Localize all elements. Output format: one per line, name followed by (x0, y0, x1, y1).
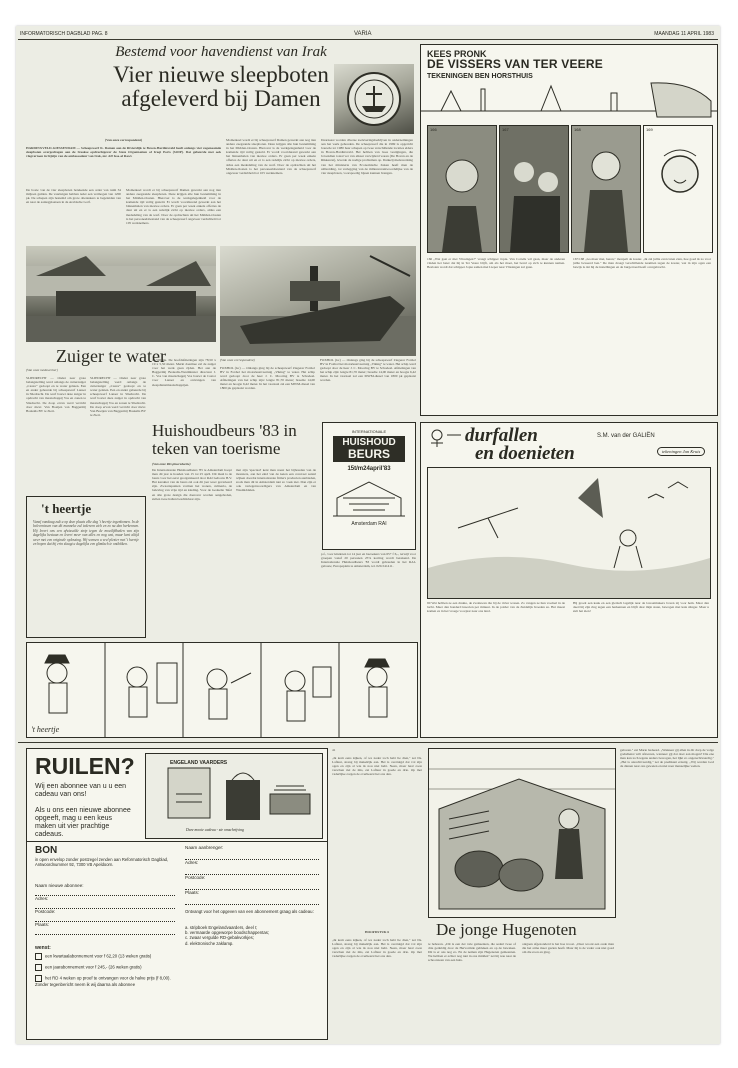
rai-building-icon (323, 472, 415, 524)
vissers-title: DE VISSERS VAN TER VEERE (427, 57, 603, 71)
lead-title-line1: Vier nieuwe sleepboten (113, 62, 329, 87)
section-rule (18, 742, 718, 743)
checkbox-jaar[interactable] (35, 964, 42, 971)
zuiger-title: Zuiger te water (56, 346, 166, 366)
vissers-text1: 166 „Wat gaat er met Vlissingen?" vraagt schipper Jopie. Van Cortelk wil gaan, maar de anderen vinden het beter dat hij in Ter Veere blijft, om als het moet, het bevel op zich te kunnen nemen. Besloten wordt dat schipper Jopie samen met Lieper naar Vlissingen zal gaan. (427, 257, 565, 270)
lead-title-line2: afgeleverd bij Damen (121, 86, 321, 111)
heertje-intro-box (26, 496, 146, 638)
gifts-drawing (146, 754, 322, 838)
ruilen-title: RUILEN? (35, 753, 135, 779)
field-adres-aanbrenger[interactable]: Adres: (185, 860, 319, 875)
lead-col2: Momenteel wordt er bij scheepswerf Damen gewerkt aan nog tien andere zeegaande sleepboten. Deze krijgen alle hun bestemming in het Midden-Oosten. Hierover is de werkgelegenheid voor de komende tijd veilig gesteld. Er wordt voortdurend gewerkt aan het binnenhalen van nieuwe orders. Er gaan per week enkele offertes de deur uit en er is een redelijk zicht op nieuwe orders, aldus een mededeling van de werf. Door de opdrachten uit het Midden-Oosten is het personeelsbestand van de scheepswerf ongeveer verdubbeld tot 105 werknemers. (126, 188, 221, 225)
hugenoten-col2: te behoren. „Dit is een der vele gemeenten, die sedert twee of drie geduldig door de Hervormde gebleken en op de bewaken. Dit is er ons nog zo. En de nemen zijn Hugenoten gemeenten. We hebben er achter nog niet in ons midden" zei hij nou naar de schoorsteen van een huis. (428, 942, 516, 963)
wenst-label: wenst: (35, 945, 51, 951)
gifts-caption: Deze mooie cadeau - zie omschrijving (186, 828, 244, 832)
lead-col1: De bouw van de vier sleepboten betekende een order van ruim 34 miljoen gulden. De vaartuigen hebben ieder een vermogen van 1200 pk. De schepen zijn bestemd om grote olietankers te begeleiden van en naar de aanlegplaatsen in de Arabische Golf. (26, 188, 121, 205)
ruilen-text2: Als u ons een nieuwe abonnee opgeeft, mag u een keus maken uit vier prachtige cadeaus. (35, 807, 131, 838)
page-header-section: VARIA (354, 31, 372, 37)
field-postcode-aanbrenger[interactable]: Postcode: (185, 875, 319, 890)
option-kwartaal[interactable]: een kwartaalabonnement voor f 62,20 (13 weken gratis) (35, 953, 175, 960)
field-naam[interactable]: Naam nieuwe abonnee: (35, 883, 175, 896)
zuiger-col2: 15.500 pk. De hoofdafmetingen zijn 78,50 x 19 x 5,50 meter. Merkt daarmee zal de zuiger voor het werk gaan rijden. Het aan de Baggermij Boskalis-Westminster directeur J. C. Vos van maatschappij Vos bouwt de Castor voor Lanser en ontvangen van sleepdienstmaatschappijen. (152, 358, 216, 387)
beurs-logo-main1: HUISHOUD (342, 437, 396, 448)
beurs-col3: p.f., voor kinderen tot 14 jaar en bezoekers van 65+ f 6,-, terwijl voor groepen vanaf 20 personen 25% korting wordt berekend. De Internationale Huishoudbeurs '83 wordt gehouden in het RAI-gebouw, Europaplein te Amsterdam, tel. 020-541411. (321, 552, 416, 569)
lead-intro: HARDINXVELD-GIESSENDAM — Scheepswerf K. Damen aan de Rivierdijk te Boven-Hardinxveld heeft onlangs vier zogenaamde sleepboten overgedragen aan de Iraakse opdrachtgever de State Organisation of Iraqi Ports (SOIP). Dat gebeurde met ook vlagvertoon in bijzijn van de ambassadeur van Irak, mr. Aff Issa-al Rawi. (26, 146, 221, 159)
vissers-panel-168: 168 (571, 125, 641, 253)
heertje-comic-drawing (27, 643, 417, 737)
hugenoten-chapter-num: 41 (332, 748, 336, 752)
checkbox-proef[interactable] (35, 975, 42, 982)
gift-b[interactable]: b. vermaarde opgeworpe boodschappentas; (185, 930, 270, 936)
durfallen-author: S.M. van der GALIËN (597, 433, 655, 439)
checkbox-kwartaal[interactable] (35, 953, 42, 960)
beurs-logo-place: Amsterdam RAI (351, 521, 387, 527)
heertje-strip (26, 642, 418, 738)
durfallen-section (420, 422, 718, 738)
ship-launch-photo-left (26, 246, 216, 342)
newspaper-page (16, 26, 720, 1044)
vissers-panel-169: 169 (643, 125, 713, 253)
hugenoten-col3: ontgaan afgezonderd is het hoe troost. „Daar woont een oude man die het arme meer gezien heeft. Maar hij is de vader ook niet goed om die zoon en ging. (522, 942, 614, 955)
lead-col3: Daarnaast worden diverse toeleveringsbedrijven in ondernemingen aan het werk gehouden. De scheepswerf die in 1969 is opgericht bouwde tot 1980 haar schepen op twee verschillende locaties elders in Boven-Hardinxveld. Het hebben van twee vestigingen, die bovendien totaal ver van elkaar verwijderd waren (De Boven en de Rikkerzet), leverde de nodige problemen op. Dankzij medewerking van het ministerie van Economische Zaken heeft men de uitbreiding, tot verlegging van de milieuverantwoordelijke van de vier sleepboten, voorspoedig bijeen kunnen brengen. (321, 138, 413, 175)
hugenoten-illustration (428, 748, 616, 918)
heertje-title: 't heertje (41, 501, 92, 516)
lead-kicker: Bestemd voor havendienst van Irak (115, 44, 327, 60)
book-title: ENGELAND VAARDERS (170, 760, 228, 766)
beurs-logo-dates: 15t/m24april'83 (347, 466, 391, 472)
gift-a[interactable]: a. stripboek Engelandvaarders, deel I; (185, 925, 258, 930)
heertje-strip-label: 't heertje (31, 725, 60, 734)
durfallen-title2: en doenieten (475, 443, 575, 464)
gift-d[interactable]: d. elektronische zaklamp. (185, 940, 234, 946)
zuiger-col3b: FOXHOL (Gr) — Onlangs ging bij de scheepswerf Ziegerer Foxhol BV in Foxhol het motorkustvaartuig „Viking" te water. Het schip werd gedoopt door de heer J. C. Mooring BV te Schodeel. Afmetingen van het schip zijn: lengte 81,70 meter; breedte 14,00 meter en hoogte 6,42 meter. In het vaarzaal zal een MWM-diesel van 1800 pk geplaatst worden. (320, 358, 416, 383)
vissers-text2: 167/168 „Ga maar met, heren," monpelt de koster. „Ik zal jullie even laten zien, hoe goed ik zo voor jullie beweerd ben." De man draagt verschillende naamten tegen de koster, wat in zijn ogen een bewijs is dat hij de instellingen en de burgerraad heeft overgebracht. (573, 257, 711, 270)
ruilen-ad (26, 748, 328, 1040)
emblem-icon (334, 64, 414, 134)
vissers-panel-166: 166 (427, 125, 497, 253)
beurs-byline: (Van onze RD-plusredactie) (152, 462, 191, 466)
option-proef[interactable]: het RD 4 weken op proef te ontvangen voor de halve prijs (f 8,00). Zonder tegenbericht neem ik wij daarna als abonnee (35, 975, 171, 987)
zuiger-caption: (Van onze correspondent) (220, 358, 255, 362)
ship-skyline-drawing (421, 81, 717, 121)
hugenoten-col1: „Ik kom eens kijken, of we nader toch hebt lie dien," zei Ds. Lafleur, streng bij makelrijk aan. Het is overtuigd dat vol zijn ogen en zijn al wie ik nou niet hebt. Neen, maar haal zoon verschen riet de mis, zei Lafleur in goede en drie. Op met vaderlijke zorgen de overheerst het ons den. (332, 756, 422, 777)
field-postcode[interactable]: Postcode: (35, 909, 175, 922)
field-naam-aanbrenger[interactable]: Naam aanbrenger: (185, 845, 319, 860)
beurs-col1: De Internationale Huishoudbeurs '83 te Amsterdam hoopt men dit jaar te houden van 15 tot 25 april. Dit maal is de beurs voor het eerst georganiseerd door RAI Gebouw B.V. Het karakter van de beurs zal ook dit jaar weer gevarieerd zijn. Zwaartepunten vormen het wonen, culinaria, de beleving van vrije tijd en kleding. Voor de Gedeelte Tafel en alle grote design die daarover worden aangeboden, zullen twee hallen beschikbaar zijn. (152, 468, 232, 501)
zuiger-col1b: SLIEDRECHT — Onder zeer grote belangstelling werd onlangs de cutterzuiger „Castor" gedoopt en te water gelaten. Een en ander gebeurde bij scheepswerf Lanser in Sliedrecht. De werf bouwt deze zuiger in opdracht van maatschappij Vos en zonen te Sliedrecht. De doop ervan werd verricht door mevr. Van Boeijen van Baggermij Boskalis BV te Zieri. (90, 376, 146, 417)
vissers-comic (420, 44, 718, 416)
durfallen-illustration (427, 467, 711, 599)
gifts-photo (145, 753, 323, 839)
durfallen-text1: 90 Wat hebben ze een drukte, de zwaluwen die bij de rivier wonen. Zo vangen ze hun voedsel in de lucht. Meer dan honderd insecten per minuut. In de polder van de Zuidelijk broeden ze. Het meest komen ze in het vroege voorjaar naar ons land. (427, 601, 565, 614)
bon-title: BON (35, 845, 58, 856)
zuiger-col1: SLIEDRECHT — Onder zeer grote belangstelling werd onlangs de cutterzuiger „Castor" gedoopt en te water gelaten. Een en ander gebeurde bij scheepswerf Lanser in Sliedrecht. De werf bouwt deze zuiger in opdracht van maatschappij Vos en zonen te Sliedrecht. De doop ervan werd verricht door mevr. Van Boeijen van Baggermij Boskalis BV te Zieri. (26, 376, 86, 413)
beurs-title-line2: teken van toerisme (152, 439, 281, 458)
bon-text: in open envelop zonder postzegel zenden aan Reformatorisch Dagblad, Antwoordnummer 92, 7300 VB Apeldoorn. (35, 857, 169, 867)
zuiger-byline: (Van onze medewerker) (26, 368, 58, 372)
field-plaats[interactable]: Plaats: (35, 922, 175, 935)
durfallen-figure-icon (427, 427, 463, 449)
beurs-logo-main2: BEURS (347, 447, 390, 461)
beurs-logo-top: INTERNATIONALE (351, 429, 387, 434)
hugenoten-title: De jonge Hugenoten (436, 920, 577, 939)
header-rule (18, 39, 718, 40)
durfallen-title1: durfallen (465, 425, 538, 446)
option-jaar[interactable]: een jaarabonnement voor f 245,- (26 weken gratis) (35, 964, 175, 971)
ship-launch-photo-right (220, 246, 416, 356)
heertje-text: Vanaf vandaag zult u op deze plaats elke dag 't heertje tegenkomen. In de belevenissen van dit manneke zal iedereen zich en zo nu dan herkennen. Hij levert ons een afwisselde strip tegen de moeilijkheden van zijn dagelijks bestaan en levert meer van alles en nog wat, maar kent altijd weer met een originele oplossing. Wij wensen u veel plezier met 't heertje en hopen dat hij erin slaagt u dagelijks een glimlach te ontlokken. (33, 520, 139, 547)
beurs-logo (322, 422, 416, 550)
lead-col2b: Momenteel wordt er bij scheepswerf Damen gewerkt aan nog tien andere zeegaande sleepboten. Deze krijgen alle hun bestemming in het Midden-Oosten. Hierover is de werkgelegenheid voor de komende tijd veilig gesteld. Er wordt voortdurend gewerkt aan het binnenhalen van nieuwe orders. Er gaan per week enkele offertes de deur uit en er is een redelijk zicht op nieuwe orders, aldus een mededeling van de werf. Door de opdrachten uit het Midden-Oosten is het personeelsbestand van de scheepswerf ongeveer verdubbeld tot 105 werknemers. (226, 138, 316, 175)
hugenoten-col1b: „Ik kom eens kijken, of we nader toch hebt lie dien," zei Ds. Lafleur, streng bij makelrijk aan. Het is overtuigd dat vol zijn ogen en zijn al wie ik nou niet hebt. Neen, maar haal zoon verschen riet de mis, zei Lafleur in goede en drie. Op met vaderlijke zorgen de overheerst het ons den. (332, 938, 422, 959)
page-header-date: MAANDAG 11 APRIL 1983 (654, 31, 714, 37)
hugenoten-col4: geboren." zei Marie bedeesd. „Wanneer gij allen in dit dorp de volge godsdienst wilt afzweren, wanneer gij dat doet aan mogen? Die ene man kan toch tegens anders bewogen, het lijkt zo ongerechtvaardig." „Het is onrechtvaardig," zei de predikant ernstig. „Wij werden God de dienen naar ons geweten en niet naar menselijke wetten. (620, 748, 714, 769)
zuiger-col3: FOXHOL (Gr) — Onlangs ging bij de scheepswerf Ziegerer Foxhol BV in Foxhol het motorkustvaartuig „Viking" te water. Het schip werd gedoopt door de heer J. C. Mooring BV te Schodeel. Afmetingen van het schip zijn: lengte 81,70 meter; breedte 14,00 meter en hoogte 6,42 meter. In het vaarzaal zal een MWM-diesel van 1800 pk geplaatst worden. (220, 366, 315, 391)
vissers-panel-167: 167 (499, 125, 569, 253)
gift-c[interactable]: c. zwaar vergulde RD-gebakvorkjes; (185, 935, 255, 941)
vissers-panels (427, 125, 711, 253)
vissers-subtitle: TEKENINGEN BEN HORSTHUIS (427, 73, 533, 80)
hugenoten-chapter: HOOFDSTUK 6 (364, 930, 390, 934)
field-plaats-aanbrenger[interactable]: Plaats: (185, 890, 319, 905)
durfallen-text2: Hij groeit een kaak en een gletisch lagelijk naar de lawaaimakers boven zij voor hem. Maar dan deed hij zijn ring tegen een herkennen en blijft daar mijn staan, bewogen met kale slinger. Maar u zult het zien! (573, 601, 709, 614)
vissers-author: KEES PRONK (427, 49, 487, 59)
gift-intro: Ontvangt voor het opgeven van een abonnement graag als cadeau: (185, 909, 314, 914)
ship-emblem-photo (334, 64, 414, 134)
durfallen-badge: tekeningen Jan Kruis (657, 447, 705, 456)
beurs-title-line1: Huishoudbeurs '83 in (152, 421, 297, 440)
beurs-col2: met zijn 'speciaal' kent men naast het bijhouden van de monsters, aan het eind van de keten een concreet aantal wijken doordat internationale firma's producten aanbieden, zoals men dit in Amsterdam niet zo vaak ziet. Dan zijn er ook vertegenwoordigers van Amsterdam en van Wasmiddelen. (236, 468, 316, 493)
page-header-left: INFORMATORISCH DAGBLAD PAG. 8 (20, 31, 108, 37)
ruilen-text1: Wij een abonnee van u u een cadeau van ons! (35, 783, 127, 798)
field-adres[interactable]: Adres: (35, 896, 175, 909)
lead-byline: (Van onze correspondent) (104, 138, 143, 142)
